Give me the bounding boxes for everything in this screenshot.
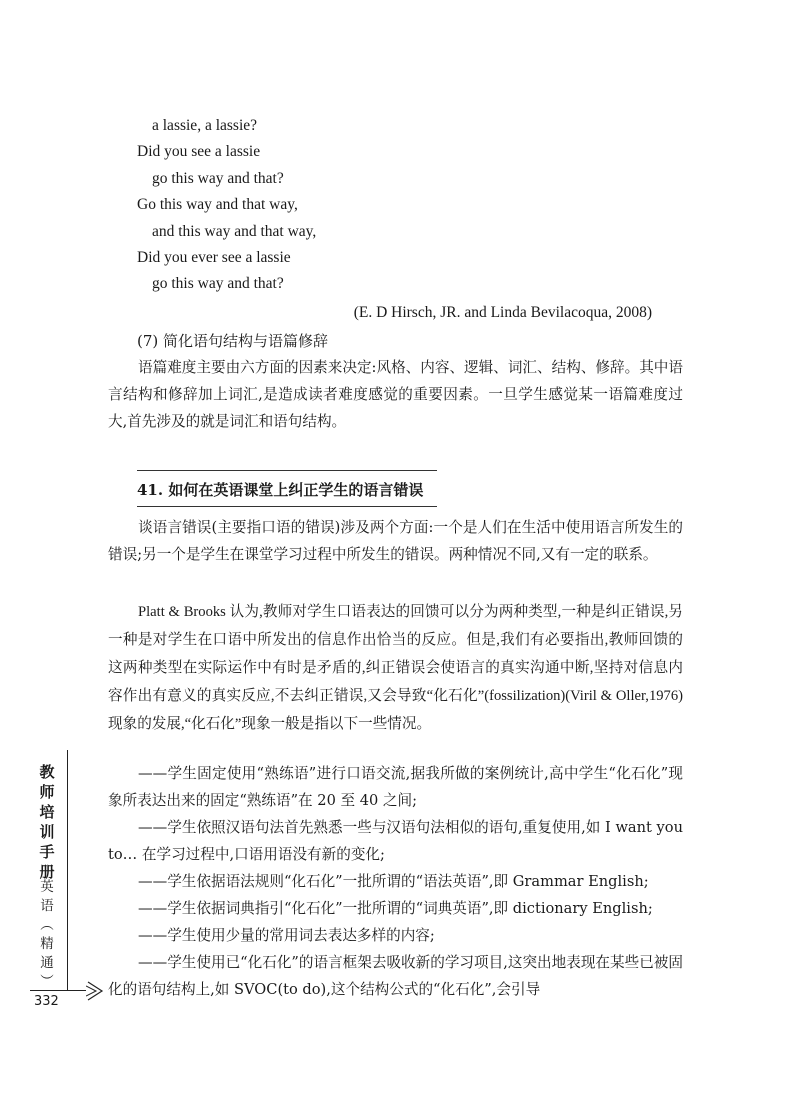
section7-subheading: (7) 简化语句结构与语篇修辞	[137, 332, 329, 350]
paragraph-text: ——学生使用已“化石化”的语言框架去吸收新的学习项目,这突出地表现在某些已被固化的语句结构上,如 SVOC(to do),这个结构公式的“化石化”,会引导	[108, 954, 683, 998]
sidebar-baseline	[30, 990, 86, 991]
poem-line: go this way and that?	[152, 275, 284, 293]
list-paragraph	[108, 922, 683, 949]
section41-heading: 41. 如何在英语课堂上纠正学生的语言错误	[137, 481, 424, 499]
paragraph-text: ——学生依据词典指引“化石化”一批所谓的“词典英语”,即 dictionary English;	[138, 900, 653, 917]
book-subtitle-char: 语	[40, 898, 54, 914]
paragraph-text: ——学生依据语法规则“化石化”一批所谓的“语法英语”,即 Grammar English;	[138, 873, 649, 890]
book-subtitle-char: ︵	[40, 917, 54, 933]
list-paragraph	[108, 949, 683, 1003]
book-subtitle-char: 英	[40, 879, 54, 895]
body-paragraph	[108, 514, 683, 568]
list-paragraph	[108, 760, 683, 814]
paragraph-text: ——学生固定使用“熟练语”进行口语交流,据我所做的案例统计,高中学生“化石化”现象所表达出来的固定“熟练语”在 20 至 40 之间;	[108, 765, 683, 809]
book-title-char: 培	[39, 803, 55, 821]
list-paragraph	[108, 814, 683, 868]
book-subtitle-char: 通	[40, 955, 54, 971]
list-paragraph	[108, 895, 683, 922]
poem-line: Did you ever see a lassie	[137, 249, 291, 267]
paragraph-text: 谈语言错误(主要指口语的错误)涉及两个方面:一个是人们在生活中使用语言所发生的错误;另一个是学生在课堂学习过程中所发生的错误。两种情况不同,又有一定的联系。	[108, 519, 683, 563]
book-subtitle	[30, 878, 64, 992]
poem-line: go this way and that?	[152, 169, 284, 187]
poem-line: and this way and that way,	[152, 222, 317, 240]
heading-rule-bottom	[137, 506, 437, 507]
paragraph-text: 语篇难度主要由六方面的因素来决定:风格、内容、逻辑、词汇、结构、修辞。其中语言结构和修辞加上词汇,是造成读者难度感觉的重要因素。一旦学生感觉某一语篇难度过大,首先涉及的就是词汇和语句结构。	[108, 359, 683, 430]
poem-line: a lassie, a lassie?	[152, 117, 258, 134]
paragraph-text: ——学生依照汉语句法首先熟悉一些与汉语句法相似的语句,重复使用,如 I want you to… 在学习过程中,口语用语没有新的变化;	[108, 819, 683, 863]
book-subtitle-char: 精	[40, 936, 54, 952]
book-title-char: 师	[39, 783, 55, 801]
book-title-char: 教	[39, 763, 55, 781]
book-subtitle-char: ︶	[40, 974, 54, 990]
sidebar-divider	[67, 750, 68, 990]
book-title	[30, 762, 64, 882]
paragraph-text: ——学生使用少量的常用词去表达多样的内容;	[138, 927, 435, 944]
poem-citation: (E. D Hirsch, JR. and Linda Bevilacoqua, 2008)	[353, 304, 652, 321]
section7-paragraph	[108, 354, 683, 435]
book-title-char: 训	[39, 823, 55, 841]
poem-block	[137, 113, 697, 298]
poem-line: Go this way and that way,	[137, 196, 298, 214]
page-number: 332	[34, 994, 59, 1009]
body-paragraph	[108, 598, 683, 738]
heading-rule-top	[137, 470, 437, 471]
paragraph-text: Platt & Brooks 认为,教师对学生口语表达的回馈可以分为两种类型,一种是纠正错误,另一种是对学生在口语中所发出的信息作出恰当的反应。但是,我们有必要指出,教师回馈的这两种类型在实际运作中有时是矛盾的,纠正错误会使语言的真实沟通中断,坚持对信息内容作出有意义的真实反应,不去纠正错误,又会导致“化石化”(fossilization)(Viril & Oller,1976)现象的发展,“化石化”现象一般是指以下一些情况。	[108, 604, 683, 732]
book-sidebar	[30, 750, 86, 1010]
book-title-char: 册	[39, 863, 55, 881]
poem-line: Did you see a lassie	[137, 143, 261, 161]
chevron-right-icon	[86, 980, 106, 1002]
book-title-char: 手	[39, 843, 55, 861]
list-paragraph	[108, 868, 683, 895]
